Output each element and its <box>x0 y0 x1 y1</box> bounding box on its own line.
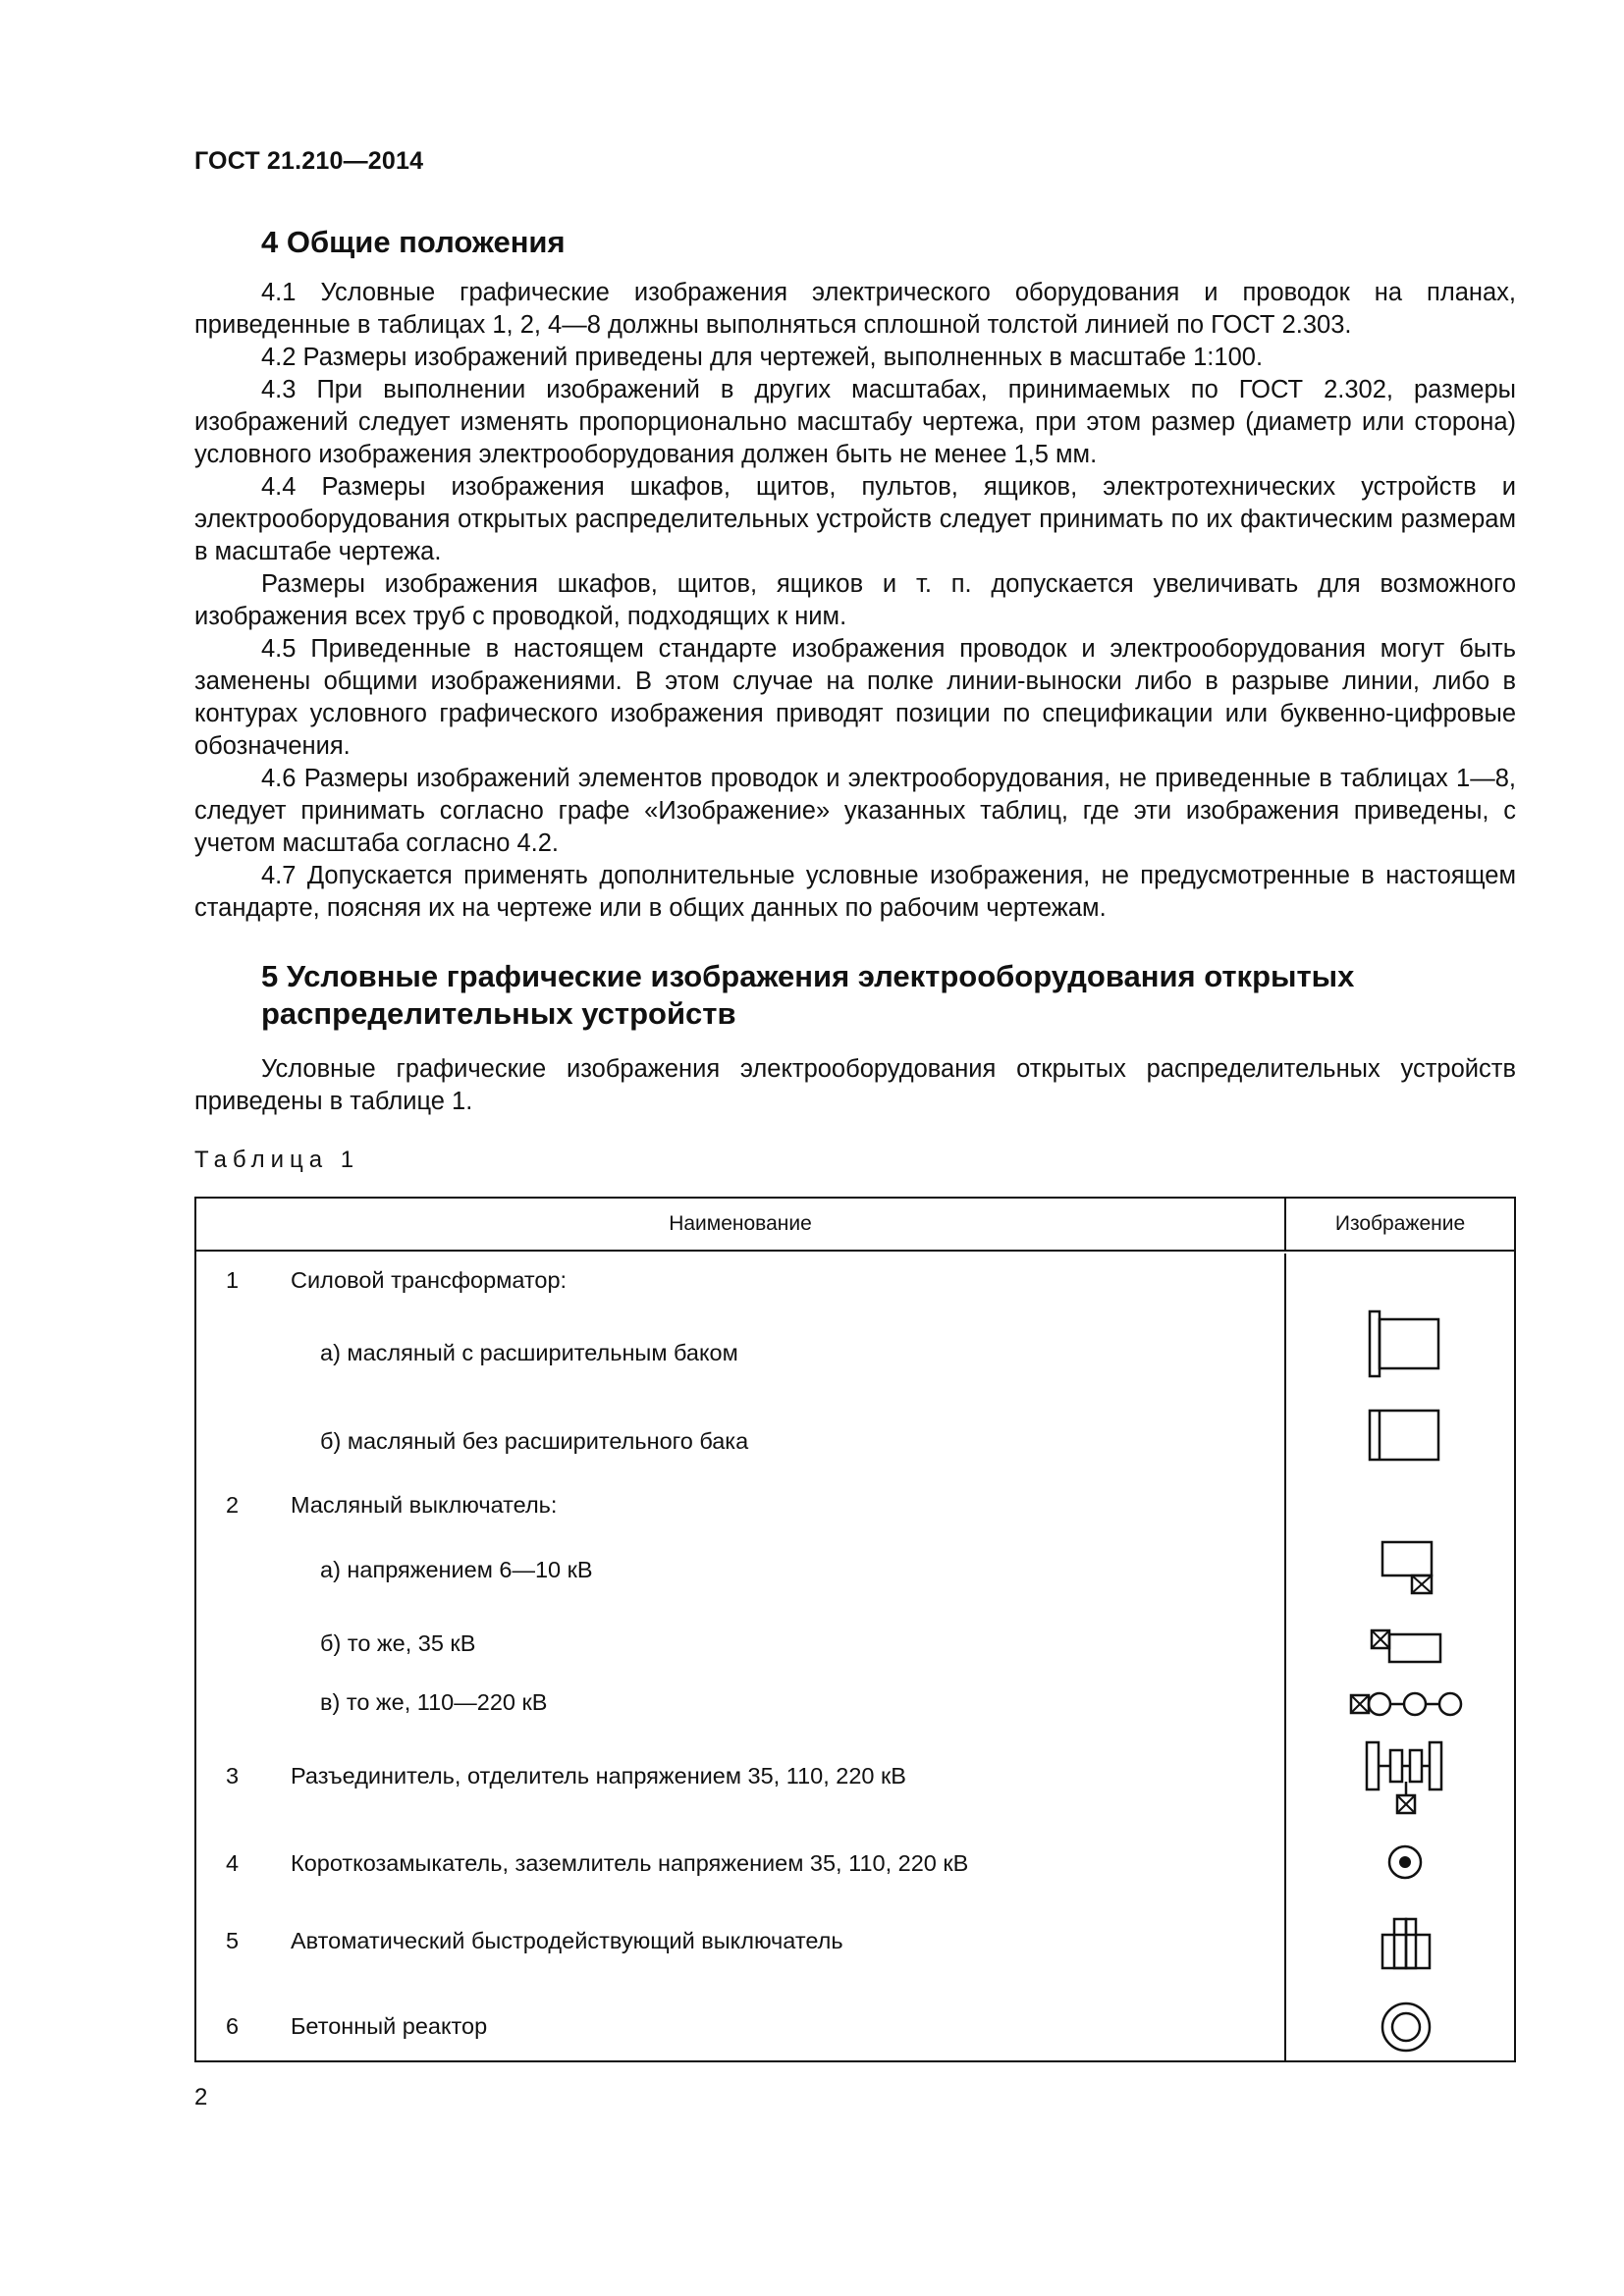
paragraph-4-2: 4.2 Размеры изображений приведены для чертежей, выполненных в масштабе 1:100. <box>261 344 1264 371</box>
row-number: 4 <box>226 1850 240 1876</box>
concrete-reactor-symbol <box>1380 2001 1433 2054</box>
earthing-switch-symbol <box>1385 1842 1425 1882</box>
row-number: 5 <box>226 1928 240 1953</box>
section-4 <box>194 224 1516 261</box>
oil-breaker-110-220kv-symbol <box>1349 1690 1467 1720</box>
section-5-title-line2: распределительных устройств <box>261 996 736 1031</box>
paragraph-4-3: 4.3 При выполнении изображений в других масштабах, принимаемых по ГОСТ 2.302, размеры изображений следует изменять пропорционально масштабу чертежа, при этом размер (диаметр или сторона) условного изображения электрооборудования должен быть не менее 1,5 мм. <box>194 376 1516 468</box>
row-number: 2 <box>226 1492 240 1518</box>
table-1 <box>194 1197 1516 2062</box>
oil-breaker-6-10kv-symbol <box>1380 1540 1437 1597</box>
row-text: Разъединитель, отделитель напряжением 35, 110, 220 кВ <box>291 1763 906 1789</box>
oil-breaker-35kv-symbol <box>1370 1629 1446 1666</box>
paragraph-4-5: 4.5 Приведенные в настоящем стандарте изображения проводок и электрооборудования могут быть заменены общими изображениями. В этом случае на полке линии-выноски либо в разрыве линии, либо в контурах условного графического изображения приводят позиции по спецификации или буквенно-цифровые обозначения. <box>194 635 1516 760</box>
paragraph-5: Условные графические изображения электрооборудования открытых распределительных устройств приведены в таблице 1. <box>194 1055 1516 1115</box>
section-4-body <box>194 277 1516 925</box>
row-text: Короткозамыкатель, заземлитель напряжением 35, 110, 220 кВ <box>291 1850 969 1876</box>
column-header-name: Наименование <box>669 1212 812 1235</box>
table-header <box>196 1199 1514 1252</box>
row-text: б) масляный без расширительного бака <box>320 1428 749 1454</box>
column-divider-body <box>1284 1254 1286 2060</box>
transformer-without-tank-symbol <box>1368 1409 1442 1464</box>
table-caption: Таблица 1 <box>194 1147 360 1173</box>
document-code-header: ГОСТ 21.210—2014 <box>194 147 424 175</box>
paragraph-4-1: 4.1 Условные графические изображения электрического оборудования и проводок на планах, приведенные в таблицах 1, 2, 4—8 должны выполняться сплошной толстой линией по ГОСТ 2.303. <box>194 279 1516 339</box>
paragraph-4-6: 4.6 Размеры изображений элементов проводок и электрооборудования, не приведенные в таблицах 1—8, следует принимать согласно графе «Изображение» указанных таблиц, где эти изображения приведены, с учетом масштаба согласно 4.2. <box>194 765 1516 857</box>
row-text: Бетонный реактор <box>291 2013 488 2039</box>
row-text: Автоматический быстродействующий выключатель <box>291 1928 843 1953</box>
header-double-rule <box>196 1250 1514 1252</box>
row-number: 3 <box>226 1763 240 1789</box>
row-text: Масляный выключатель: <box>291 1492 558 1518</box>
fast-breaker-symbol <box>1380 1917 1432 1972</box>
disconnector-symbol <box>1365 1740 1445 1815</box>
section-4-title: 4 Общие положения <box>261 225 566 259</box>
section-5-body <box>194 1053 1516 1118</box>
column-header-image: Изображение <box>1334 1212 1466 1235</box>
row-number: 6 <box>226 2013 240 2039</box>
row-text: Силовой трансформатор: <box>291 1267 568 1293</box>
section-5-title-line1: 5 Условные графические изображения электрооборудования открытых <box>261 959 1355 993</box>
page-number: 2 <box>194 2084 208 2110</box>
paragraph-4-7: 4.7 Допускается применять дополнительные условные изображения, не предусмотренные в настоящем стандарте, поясняя их на чертеже или в общих данных по рабочим чертежам. <box>194 862 1516 922</box>
row-text: а) напряжением 6—10 кВ <box>320 1557 593 1582</box>
row-text: в) то же, 110—220 кВ <box>320 1689 548 1715</box>
transformer-with-tank-symbol <box>1368 1309 1442 1378</box>
row-text: б) то же, 35 кВ <box>320 1630 476 1656</box>
paragraph-4-4: 4.4 Размеры изображения шкафов, щитов, пультов, ящиков, электротехнических устройств и электрооборудования открытых распределительных устройств следует принимать по их фактическим размерам в масштабе чертежа. <box>194 473 1516 565</box>
row-number: 1 <box>226 1267 240 1293</box>
paragraph-4-4-cont: Размеры изображения шкафов, щитов, ящиков и т. п. допускается увеличивать для возможного изображения всех труб с проводкой, подходящих к ним. <box>194 570 1516 630</box>
column-divider-header <box>1284 1199 1286 1250</box>
section-5 <box>194 958 1516 1033</box>
row-text: а) масляный с расширительным баком <box>320 1340 738 1365</box>
